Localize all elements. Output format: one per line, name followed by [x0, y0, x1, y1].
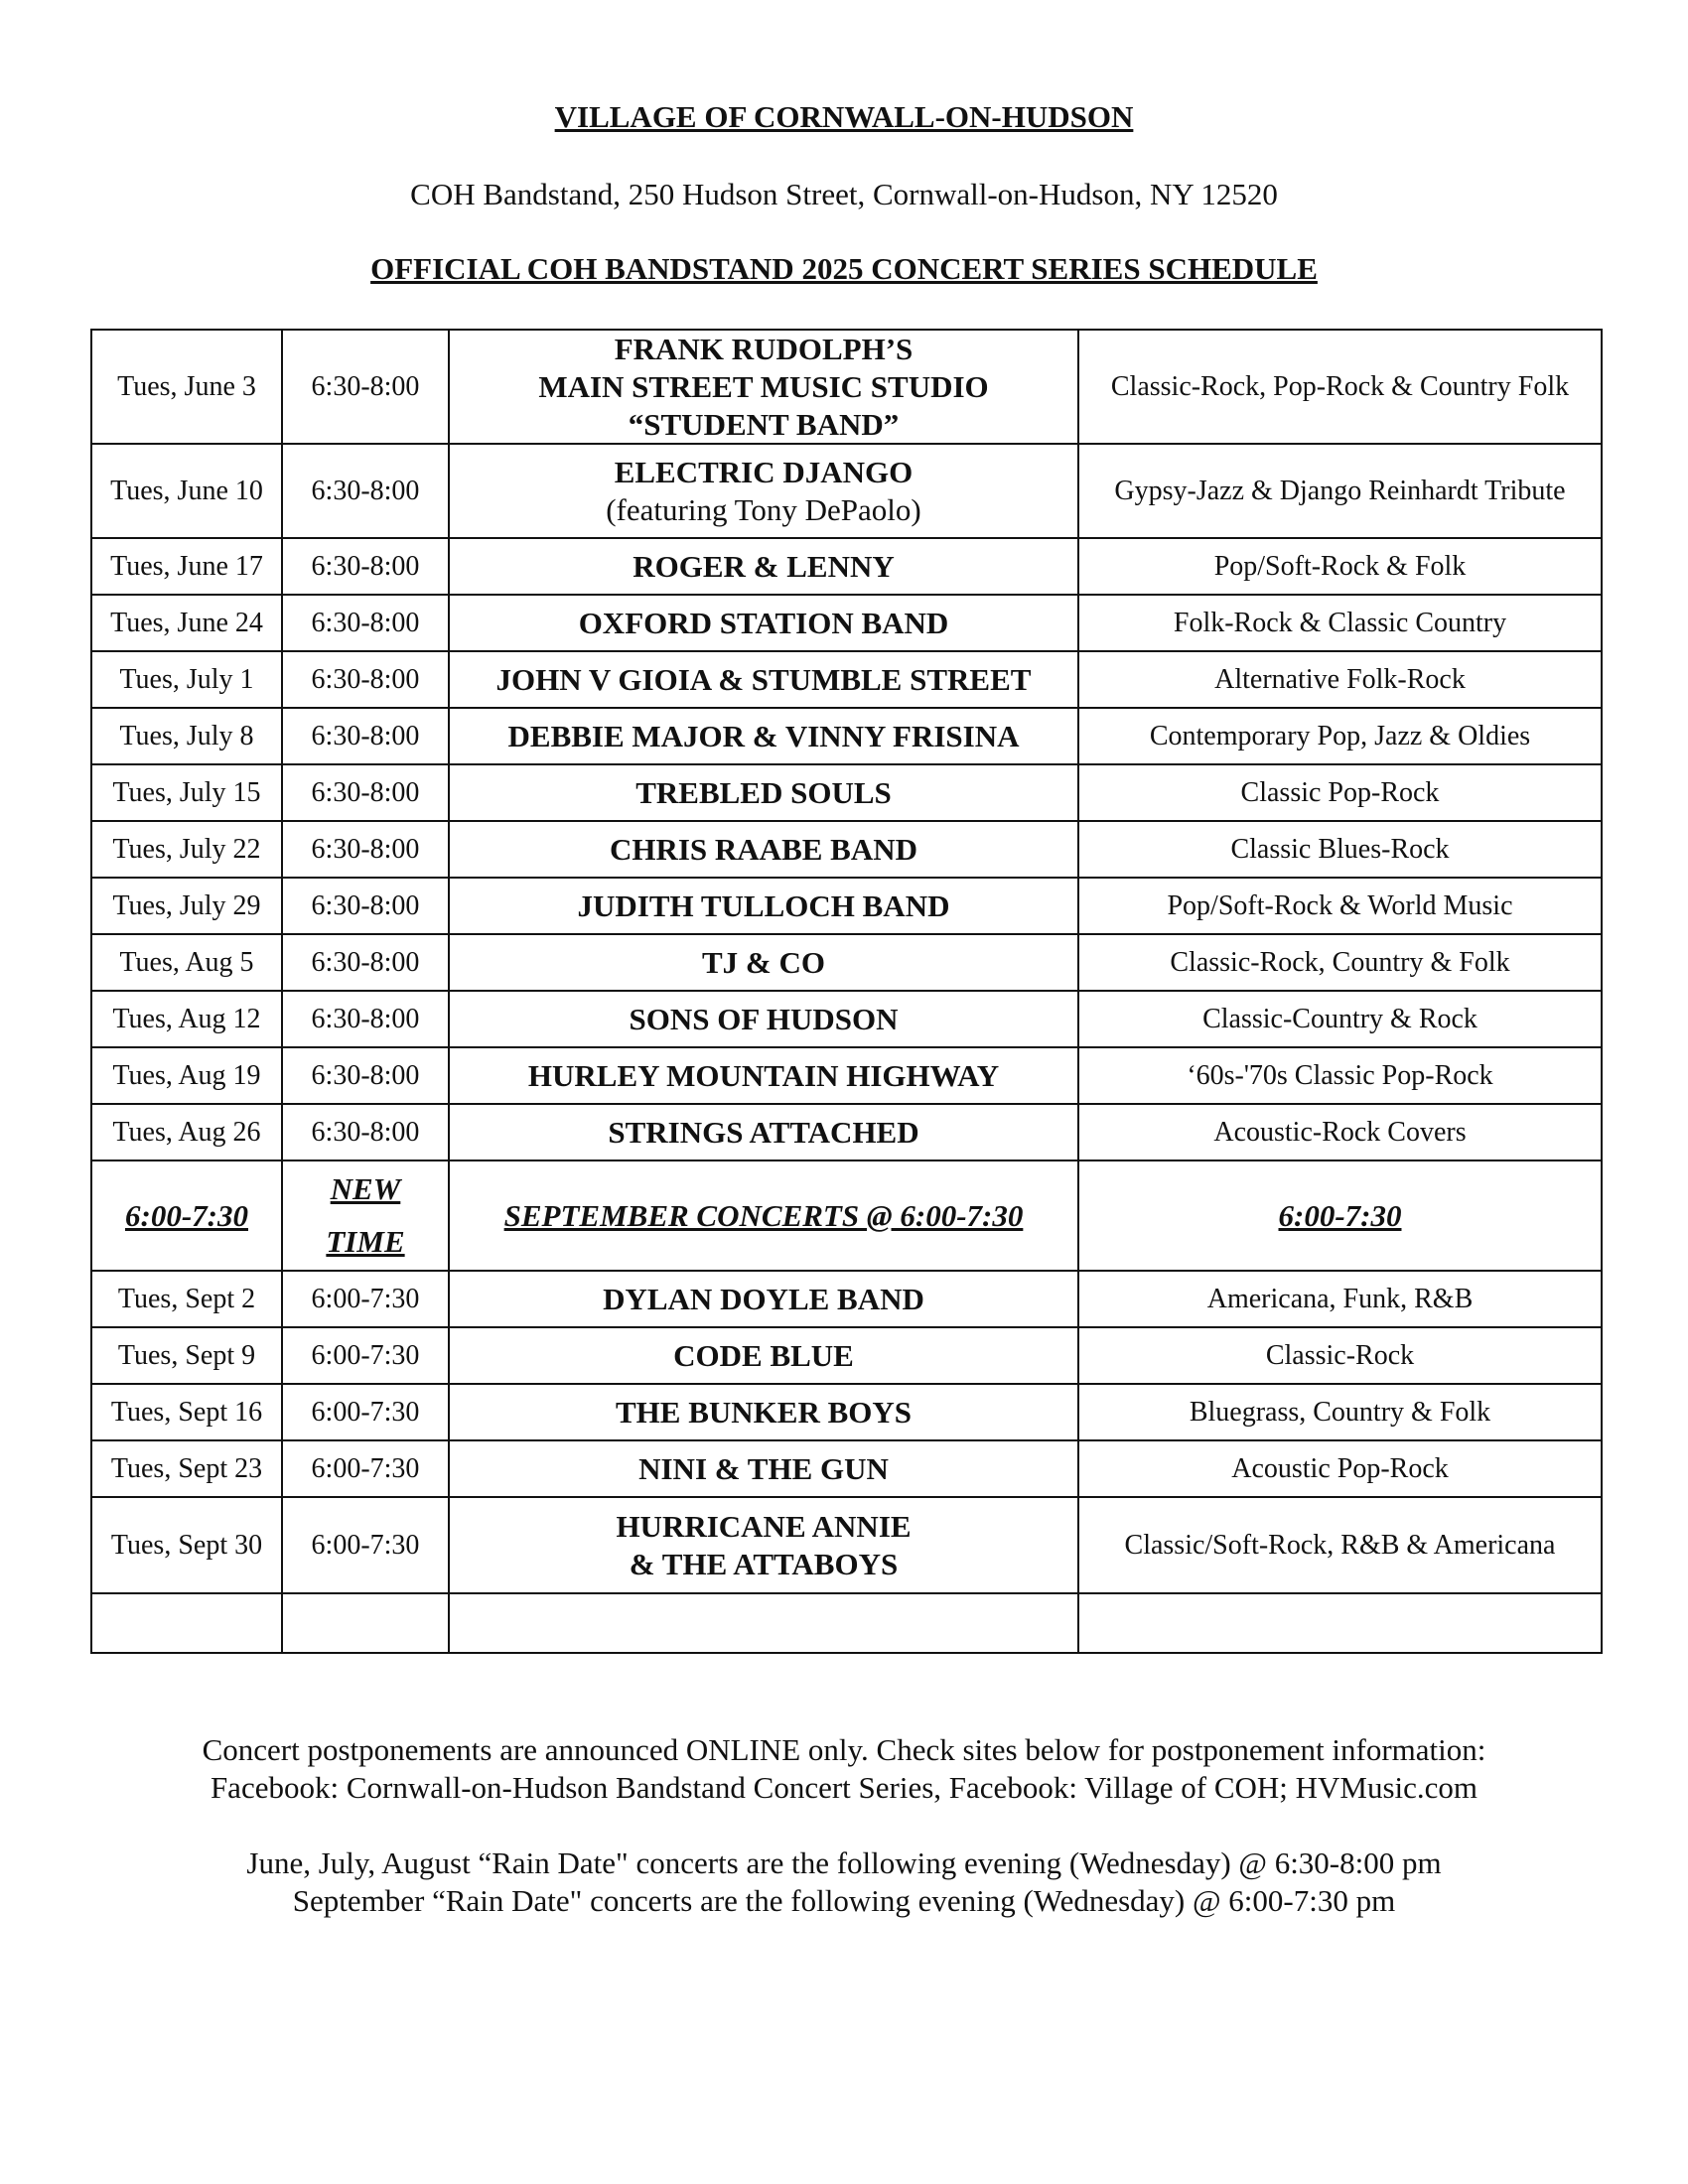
empty-cell: [282, 1593, 449, 1653]
september-time-cell: 6:00-7:30: [91, 1160, 282, 1271]
act-cell: JOHN V GIOIA & STUMBLE STREET: [449, 651, 1078, 708]
time-cell: 6:00-7:30: [282, 1327, 449, 1384]
act-cell: [449, 1497, 1078, 1593]
date-cell: Tues, Aug 26: [91, 1104, 282, 1160]
act-cell: DYLAN DOYLE BAND: [449, 1271, 1078, 1327]
september-label-cell: SEPTEMBER CONCERTS @ 6:00-7:30: [449, 1160, 1078, 1271]
table-row: [91, 821, 1602, 878]
act-cell: [449, 330, 1078, 444]
date-cell: Tues, June 17: [91, 538, 282, 595]
empty-row: [91, 1593, 1602, 1653]
september-time-right-cell: 6:00-7:30: [1078, 1160, 1602, 1271]
act-cell: CHRIS RAABE BAND: [449, 821, 1078, 878]
genre-cell: Pop/Soft-Rock & World Music: [1078, 878, 1602, 934]
new-time-line: TIME: [326, 1223, 405, 1259]
act-cell: TJ & CO: [449, 934, 1078, 991]
schedule-title: OFFICIAL COH BANDSTAND 2025 CONCERT SERIES SCHEDULE: [370, 251, 1318, 286]
table-row: [91, 595, 1602, 651]
genre-cell: Classic Blues-Rock: [1078, 821, 1602, 878]
genre-cell: Gypsy-Jazz & Django Reinhardt Tribute: [1078, 444, 1602, 538]
genre-cell: Folk-Rock & Classic Country: [1078, 595, 1602, 651]
genre-cell: Classic Pop-Rock: [1078, 764, 1602, 821]
date-cell: Tues, Sept 2: [91, 1271, 282, 1327]
postponement-sites: Facebook: Cornwall-on-Hudson Bandstand Concert Series, Facebook: Village of COH; HVMusic.com: [210, 1770, 1478, 1805]
date-cell: Tues, Aug 12: [91, 991, 282, 1047]
empty-cell: [449, 1593, 1078, 1653]
table-row: [91, 1497, 1602, 1593]
act-line: ELECTRIC DJANGO: [614, 455, 914, 490]
act-cell: OXFORD STATION BAND: [449, 595, 1078, 651]
act-cell: THE BUNKER BOYS: [449, 1384, 1078, 1440]
table-row: [91, 444, 1602, 538]
table-row: [91, 651, 1602, 708]
time-cell: 6:30-8:00: [282, 878, 449, 934]
genre-cell: ‘60s-'70s Classic Pop-Rock: [1078, 1047, 1602, 1104]
time-cell: 6:30-8:00: [282, 444, 449, 538]
genre-cell: Classic-Country & Rock: [1078, 991, 1602, 1047]
act-cell: TREBLED SOULS: [449, 764, 1078, 821]
date-cell: Tues, June 24: [91, 595, 282, 651]
date-cell: Tues, July 22: [91, 821, 282, 878]
act-line: MAIN STREET MUSIC STUDIO: [538, 368, 989, 404]
time-cell: 6:30-8:00: [282, 330, 449, 444]
act-cell: DEBBIE MAJOR & VINNY FRISINA: [449, 708, 1078, 764]
act-cell: CODE BLUE: [449, 1327, 1078, 1384]
genre-cell: Classic-Rock: [1078, 1327, 1602, 1384]
table-row: [91, 1271, 1602, 1327]
rain-date-notice: [0, 1844, 1688, 1920]
genre-cell: Classic-Rock, Country & Folk: [1078, 934, 1602, 991]
time-cell: 6:00-7:30: [282, 1497, 449, 1593]
act-line: FRANK RUDOLPH’S: [614, 332, 914, 366]
time-cell: 6:30-8:00: [282, 651, 449, 708]
act-cell: SONS OF HUDSON: [449, 991, 1078, 1047]
act-cell: HURLEY MOUNTAIN HIGHWAY: [449, 1047, 1078, 1104]
act-line: HURRICANE ANNIE: [616, 1509, 912, 1545]
table-row: [91, 764, 1602, 821]
table-row: [91, 1440, 1602, 1497]
act-line: & THE ATTABOYS: [629, 1546, 899, 1581]
september-header-row: [91, 1160, 1602, 1271]
date-cell: Tues, Sept 23: [91, 1440, 282, 1497]
genre-cell: Contemporary Pop, Jazz & Oldies: [1078, 708, 1602, 764]
date-cell: Tues, Sept 16: [91, 1384, 282, 1440]
date-cell: Tues, July 1: [91, 651, 282, 708]
act-cell: JUDITH TULLOCH BAND: [449, 878, 1078, 934]
table-row: [91, 330, 1602, 444]
genre-cell: Classic-Rock, Pop-Rock & Country Folk: [1078, 330, 1602, 444]
bandstand-address: COH Bandstand, 250 Hudson Street, Cornwall-on-Hudson, NY 12520: [410, 177, 1278, 211]
time-cell: 6:30-8:00: [282, 595, 449, 651]
genre-cell: Americana, Funk, R&B: [1078, 1271, 1602, 1327]
time-cell: 6:00-7:30: [282, 1440, 449, 1497]
date-cell: Tues, July 8: [91, 708, 282, 764]
concert-schedule-table: [90, 329, 1603, 1654]
date-cell: Tues, June 10: [91, 444, 282, 538]
act-subtitle: (featuring Tony DePaolo): [606, 491, 921, 527]
time-cell: 6:30-8:00: [282, 934, 449, 991]
date-cell: Tues, June 3: [91, 330, 282, 444]
genre-cell: Classic/Soft-Rock, R&B & Americana: [1078, 1497, 1602, 1593]
table-row: [91, 1327, 1602, 1384]
table-row: [91, 991, 1602, 1047]
genre-cell: Pop/Soft-Rock & Folk: [1078, 538, 1602, 595]
table-row: [91, 1047, 1602, 1104]
time-cell: 6:30-8:00: [282, 991, 449, 1047]
act-cell: NINI & THE GUN: [449, 1440, 1078, 1497]
genre-cell: Acoustic-Rock Covers: [1078, 1104, 1602, 1160]
date-cell: Tues, Sept 30: [91, 1497, 282, 1593]
date-cell: Tues, Aug 5: [91, 934, 282, 991]
time-cell: 6:00-7:30: [282, 1271, 449, 1327]
date-cell: Tues, July 29: [91, 878, 282, 934]
empty-cell: [91, 1593, 282, 1653]
empty-cell: [1078, 1593, 1602, 1653]
time-cell: 6:30-8:00: [282, 1047, 449, 1104]
rain-date-september: September “Rain Date" concerts are the following evening (Wednesday) @ 6:00-7:30 pm: [292, 1883, 1396, 1918]
time-cell: 6:30-8:00: [282, 538, 449, 595]
time-cell: 6:30-8:00: [282, 1104, 449, 1160]
table-row: [91, 1384, 1602, 1440]
new-time-line: NEW: [330, 1171, 401, 1207]
time-cell: 6:00-7:30: [282, 1384, 449, 1440]
time-cell: 6:30-8:00: [282, 821, 449, 878]
table-row: [91, 934, 1602, 991]
table-row: [91, 878, 1602, 934]
village-title: VILLAGE OF CORNWALL-ON-HUDSON: [554, 99, 1134, 134]
postponement-notice: [0, 1731, 1688, 1807]
act-cell: [449, 444, 1078, 538]
genre-cell: Bluegrass, Country & Folk: [1078, 1384, 1602, 1440]
new-time-cell: [282, 1160, 449, 1271]
act-cell: ROGER & LENNY: [449, 538, 1078, 595]
date-cell: Tues, July 15: [91, 764, 282, 821]
act-cell: STRINGS ATTACHED: [449, 1104, 1078, 1160]
table-row: [91, 1104, 1602, 1160]
act-line: “STUDENT BAND”: [628, 406, 900, 442]
table-row: [91, 538, 1602, 595]
date-cell: Tues, Sept 9: [91, 1327, 282, 1384]
rain-date-summer: June, July, August “Rain Date" concerts are the following evening (Wednesday) @ 6:30-8:00 pm: [246, 1845, 1442, 1880]
time-cell: 6:30-8:00: [282, 764, 449, 821]
genre-cell: Acoustic Pop-Rock: [1078, 1440, 1602, 1497]
genre-cell: Alternative Folk-Rock: [1078, 651, 1602, 708]
date-cell: Tues, Aug 19: [91, 1047, 282, 1104]
table-row: [91, 708, 1602, 764]
time-cell: 6:30-8:00: [282, 708, 449, 764]
postponement-line: Concert postponements are announced ONLINE only. Check sites below for postponement information:: [202, 1732, 1486, 1767]
